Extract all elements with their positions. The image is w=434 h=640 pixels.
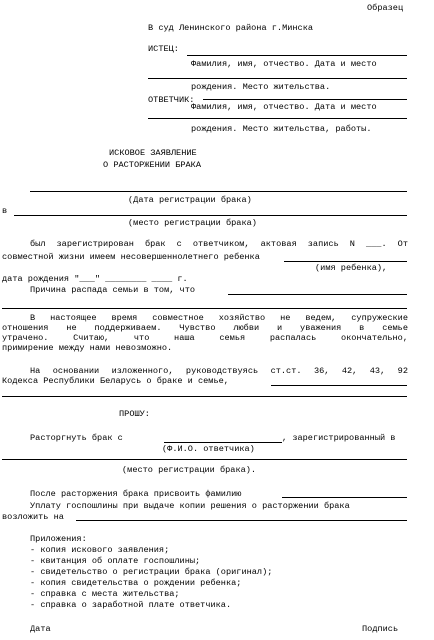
surname-label: После расторжения брака присвоить фамилию [30, 489, 242, 499]
defendant-hint-2: рождения. Место жительства, работы. [191, 124, 372, 134]
attachment-item: - свидетельство о регистрации брака (оригинал); [30, 567, 273, 577]
basis-line-1: На основании изложенного, руководствуясь ст.ст. 36, 42, 43, 92 [30, 366, 408, 376]
defendant-blank-line [203, 99, 407, 100]
reason-line-2 [2, 308, 407, 309]
reg-place-line-2 [2, 459, 407, 460]
attachment-item: - справка с места жительства; [30, 589, 180, 599]
married-line-1: был зарегистрирован брак с ответчиком, актовая запись N ___. От [30, 239, 408, 249]
plaintiff-blank-line [187, 55, 407, 56]
reason-line [228, 294, 407, 295]
attachment-item: - справка о заработной плате ответчика. [30, 600, 232, 610]
reg-place-line [14, 215, 407, 216]
fee-line [76, 520, 407, 521]
reason-label: Причина распада семьи в том, что [30, 285, 196, 295]
para-line-4: примирение между нами невозможно. [2, 343, 173, 353]
fee-line-2: возложить на [2, 512, 64, 522]
plaintiff-hint-1: Фамилия, имя, отчество. Дата и место [191, 59, 377, 69]
attachment-item: - копия свидетельства о рождении ребенка; [30, 578, 242, 588]
basis-line-2-blank [2, 396, 407, 397]
plaintiff-blank-line-2 [148, 78, 407, 79]
attachment-item: - квитанция об оплате госпошлины; [30, 556, 201, 566]
child-name-hint: (имя ребенка), [315, 263, 388, 273]
defendant-label: ОТВЕТЧИК: [148, 95, 195, 105]
date-label: Дата [30, 624, 51, 634]
in-prefix: в [2, 206, 8, 216]
signature-label: Подпись [362, 624, 399, 634]
reg-date-line [30, 191, 407, 192]
defendant-hint-1: Фамилия, имя, отчество. Дата и место [191, 102, 377, 112]
fee-line-1: Уплату госпошлины при выдаче копии решения о расторжении брака [30, 501, 350, 511]
married-line-2: совместной жизни имеем несовершеннолетнего ребенка [2, 252, 260, 262]
birth-date: дата рождения "___" ________ ____ г. [2, 274, 188, 284]
defendant-name-line [164, 442, 282, 443]
court-name: В суд Ленинского района г.Минска [148, 23, 314, 33]
reg-place-hint-2: (место регистрации брака). [122, 465, 257, 475]
para-line-1: В настоящее время совместное хозяйство не ведем, супружеские [30, 313, 408, 323]
sample-label: Образец [367, 3, 404, 13]
reg-place-hint: (место регистрации брака) [128, 218, 257, 228]
reg-date-hint: (Дата регистрации брака) [128, 195, 252, 205]
surname-line [282, 497, 407, 498]
plaintiff-label: ИСТЕЦ: [148, 44, 179, 54]
request-heading: ПРОШУ: [119, 409, 150, 419]
attachment-item: - копия искового заявления; [30, 545, 170, 555]
basis-line-2: Кодекса Республики Беларусь о браке и семье, [2, 376, 229, 386]
dissolve-prefix: Расторгнуть брак с [30, 433, 123, 443]
attachments-label: Приложения: [30, 534, 87, 544]
basis-line [271, 385, 407, 386]
para-line-3: утрачено. Считаю, что наша семья распалась окончательно, [2, 333, 408, 343]
defendant-name-hint: (Ф.И.О. ответчика) [162, 444, 255, 454]
dissolve-suffix: , зарегистрированный в [282, 433, 396, 443]
title-line-2: О РАСТОРЖЕНИИ БРАКА [103, 160, 201, 170]
para-line-2: отношения не поддерживаем. Чувство любви и уважения в семье [2, 323, 408, 333]
plaintiff-hint-2: рождения. Место жительства. [191, 82, 331, 92]
child-name-line [284, 261, 407, 262]
defendant-blank-line-2 [148, 118, 407, 119]
title-line-1: ИСКОВОЕ ЗАЯВЛЕНИЕ [109, 148, 197, 158]
